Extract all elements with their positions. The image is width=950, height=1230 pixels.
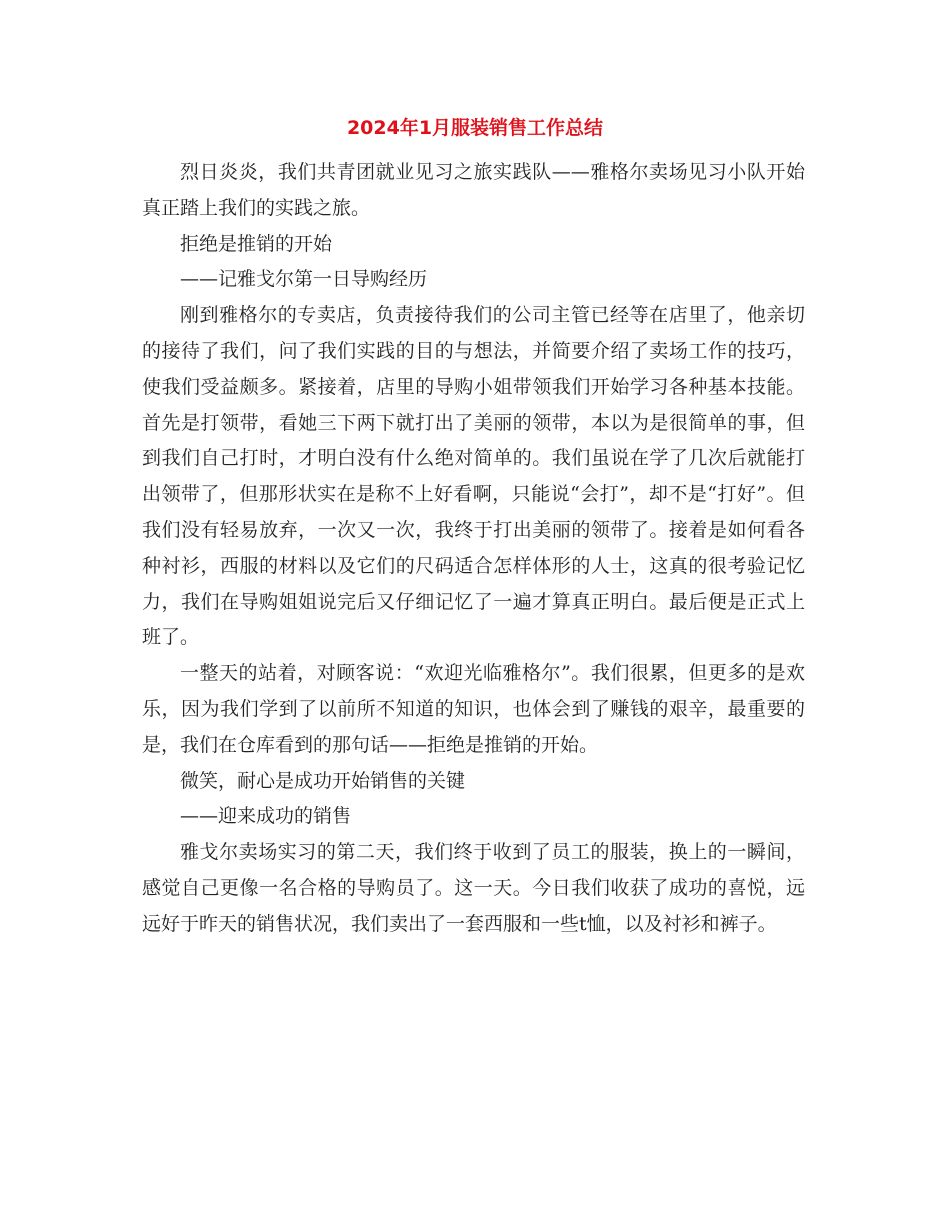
section-subheading-2: ——迎来成功的销售 (180, 805, 352, 828)
paragraph-day-two: 雅戈尔卖场实习的第二天，我们终于收到了员工的服装，换上的一瞬间，感觉自己更像一名合格的导购员了。这一天。今日我们收获了成功的喜悦，远远好于昨天的销售状况，我们卖出了一套西服和一些t恤，以及衬衫和裤子。 (142, 841, 805, 935)
paragraph-intro: 烈日炎炎，我们共青团就业见习之旅实践队——雅格尔卖场见习小队开始真正踏上我们的实践之旅。 (142, 161, 805, 219)
paragraph-day-one: 刚到雅格尔的专卖店，负责接待我们的公司主管已经等在店里了，他亲切的接待了我们，问了我们实践的目的与想法，并简要介绍了卖场工作的技巧，使我们受益颇多。紧接着，店里的导购小姐带领我们开始学习各种基本技能。首先是打领带，看她三下两下就打出了美丽的领带，本以为是很简单的事，但到我们自己打时，才明白没有什么绝对简单的。我们虽说在学了几次后就能打出领带了，但那形状实在是称不上好看啊，只能说“会打”，却不是“打好”。但我们没有轻易放弃，一次又一次，我终于打出美丽的领带了。接着是如何看各种衬衫，西服的材料以及它们的尺码适合怎样体形的人士，这真的很考验记忆力，我们在导购姐姐说完后又仔细记忆了一遍才算真正明白。最后便是正式上班了。 (142, 304, 805, 649)
document-body (142, 155, 805, 943)
document-title: 2024年1月服装销售工作总结 (346, 117, 604, 139)
paragraph-day-one-summary: 一整天的站着，对顾客说：“欢迎光临雅格尔”。我们很累，但更多的是欢乐，因为我们学到了以前所不知道的知识，也体会到了赚钱的艰辛，最重要的是，我们在仓库看到的那句话——拒绝是推销的开始。 (142, 662, 805, 756)
section-subheading-1: ——记雅戈尔第一日导购经历 (180, 268, 428, 291)
section-heading-1: 拒绝是推销的开始 (180, 232, 333, 255)
section-heading-2: 微笑，耐心是成功开始销售的关键 (180, 769, 466, 792)
